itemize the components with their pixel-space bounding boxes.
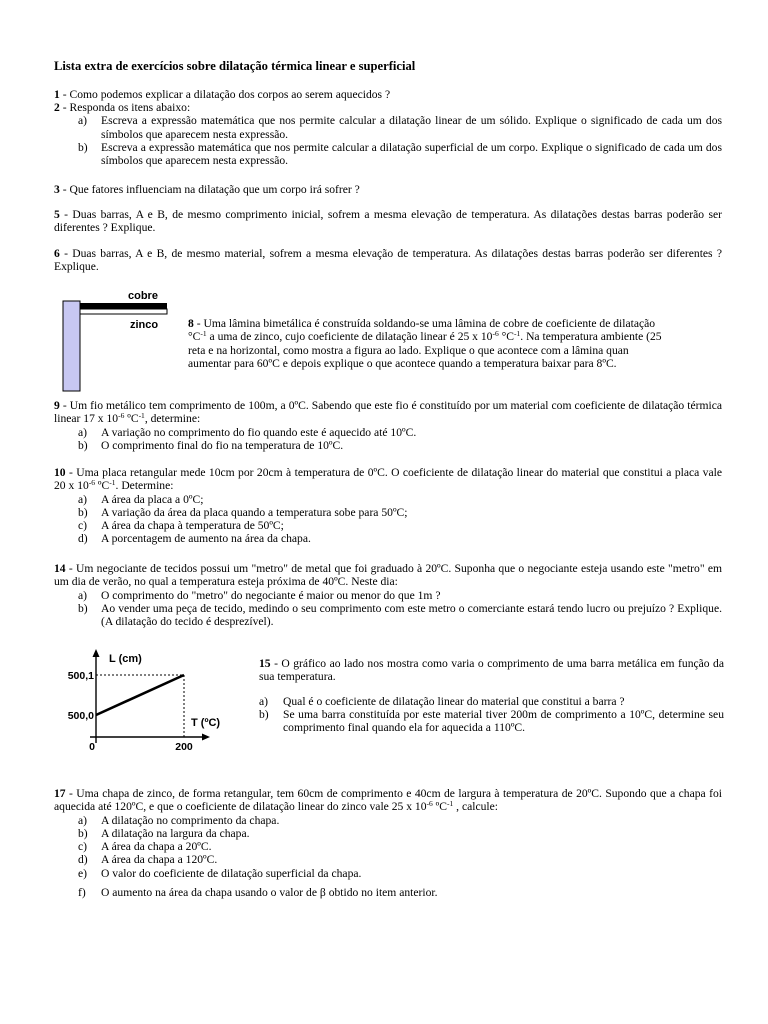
item-letter: b): [259, 708, 269, 722]
series-line: [96, 675, 184, 715]
item-letter: c): [78, 840, 88, 854]
bimetallic-strip-figure: [60, 288, 172, 394]
wall-support: [63, 301, 80, 391]
item-letter: a): [78, 492, 88, 506]
copper-strip: [80, 303, 167, 309]
question-number: 14: [54, 562, 66, 575]
y-tick-label: 500,1: [67, 670, 94, 682]
list-item: [54, 814, 722, 827]
question-text: - Uma chapa de zinco, de forma retangular, tem 60cm de comprimento e 40cm de largura à temperatura de 20ºC. Supondo que a chapa foi aquecida até 120ºC, e que o coeficiente de dilatação linear do zinco vale 25 x 10: [54, 787, 722, 814]
list-item: [259, 708, 724, 735]
question-3: [54, 183, 722, 196]
item-text: A área da placa a 0ºC;: [101, 492, 204, 506]
superscript: -6: [426, 799, 433, 809]
list-item: [54, 886, 722, 899]
x-tick-label: 0: [89, 741, 95, 753]
list-item: [54, 589, 722, 602]
question-8: [188, 317, 718, 370]
question-text: °C: [188, 330, 201, 344]
question-number: 9: [54, 399, 60, 412]
list-item: [54, 493, 722, 506]
item-text: A variação no comprimento do fio quando este é aquecido até 10ºC.: [101, 425, 417, 439]
question-number: 2: [54, 101, 60, 114]
question-14: [54, 562, 722, 628]
item-text: A área da chapa a 20ºC.: [101, 840, 212, 854]
question-text: ºC: [95, 479, 110, 493]
item-text: A dilatação na largura da chapa.: [101, 826, 250, 840]
item-letter: c): [78, 519, 88, 533]
question-10: [54, 466, 722, 546]
item-letter: d): [78, 853, 88, 867]
question-text: reta e na horizontal, como mostra a figura ao lado. Explique o que acontece com a lâmina quan: [188, 343, 629, 357]
zinco-label: zinco: [130, 319, 159, 331]
item-text: O aumento na área da chapa usando o valor de β obtido no item anterior.: [101, 886, 438, 900]
question-text: . Na temperatura ambiente (25: [520, 330, 662, 344]
question-text: . Determine:: [115, 479, 174, 493]
item-text: A variação da área da placa quando a temperatura sobe para 50ºC;: [101, 505, 408, 519]
item-letter: b): [78, 505, 88, 519]
question-number: 15: [259, 656, 271, 670]
dashed-guides: [96, 675, 184, 737]
list-item: [54, 141, 722, 168]
superscript: -6: [118, 411, 125, 421]
length-temperature-chart: [60, 645, 220, 755]
item-letter: d): [78, 532, 88, 546]
question-text: , calcule:: [453, 800, 498, 814]
y-axis-label: L (cm): [109, 653, 142, 665]
item-letter: e): [78, 866, 88, 880]
question-text: ºC: [124, 412, 139, 426]
superscript: -6: [88, 478, 96, 488]
item-letter: f): [78, 886, 86, 900]
list-item: [54, 840, 722, 853]
question-text: aumentar para 60ºC e depois explique o que acontece quando a temperatura baixar para 8ºC.: [188, 356, 617, 370]
question-text: , determine:: [144, 412, 201, 426]
question-number: 3: [54, 183, 60, 196]
item-text: Escreva a expressão matemática que nos permite calcular a dilatação linear de um sólido. Explique o significado de cada um dos símbolos que aparecem nesta expressão.: [101, 114, 722, 141]
zinc-strip: [80, 309, 167, 314]
question-text: - Uma placa retangular mede 10cm por 20cm à temperatura de 0ºC. O coeficiente de dilatação linear do material que constitui a placa vale 20 x 10: [54, 466, 722, 493]
list-item: [54, 853, 722, 866]
list-item: [54, 439, 722, 452]
tick-labels: [68, 670, 193, 753]
question-text: - Duas barras, A e B, de mesmo comprimento inicial, sofrem a mesma elevação de temperatura. As dilatações destas barras poderão ser diferentes ? Explique.: [54, 208, 722, 235]
list-item: [54, 602, 722, 629]
question-text: °C: [498, 330, 515, 344]
question-text: - Um fio metálico tem comprimento de 100m, a 0ºC. Sabendo que este fio é constituído por um material com coeficiente de dilatação térmica linear 17 x 10: [54, 399, 722, 426]
item-text: A área da chapa a 120ºC.: [101, 853, 218, 867]
item-text: Qual é o coeficiente de dilatação linear do material que constitui a barra ?: [283, 694, 625, 708]
question-text: - Responda os itens abaixo:: [59, 101, 191, 114]
item-letter: b): [78, 601, 88, 615]
item-letter: a): [78, 425, 88, 439]
cobre-label: cobre: [128, 290, 158, 302]
item-text: A dilatação no comprimento da chapa.: [101, 813, 280, 827]
question-text: - Um negociante de tecidos possui um "metro" de metal que foi graduado à 20ºC. Suponha que o negociante esteja usando este "metro" em um dia de verão, no qual a temperatura esteja próxima de 40ºC. Neste dia:: [54, 562, 722, 589]
x-axis-label: T (ºC): [191, 717, 220, 729]
item-letter: a): [78, 588, 88, 602]
question-5: [54, 208, 722, 235]
y-axis-arrow: [93, 649, 100, 657]
series-line-group: [96, 675, 184, 715]
question-15: [259, 645, 724, 735]
item-letter: b): [78, 140, 88, 154]
question-2: [54, 101, 722, 167]
x-tick-label: 200: [175, 741, 193, 753]
question-1: [54, 88, 722, 101]
item-text: Se uma barra constituída por este material tiver 200m de comprimento a 10ºC, determine seu comprimento final quando ela for aquecida a 110ºC.: [283, 708, 724, 735]
superscript: -1: [109, 478, 116, 488]
item-letter: b): [78, 438, 88, 452]
question-9: [54, 399, 722, 452]
item-text: A porcentagem de aumento na área da chapa.: [101, 532, 311, 546]
question-number: 1: [54, 88, 60, 101]
list-item: [54, 114, 722, 141]
y-tick-label: 500,0: [67, 710, 94, 722]
question-text: - Como podemos explicar a dilatação dos corpos ao serem aquecidos ?: [59, 88, 391, 101]
list-item: [54, 827, 722, 840]
question-text: - Duas barras, A e B, de mesmo material, sofrem a mesma elevação de temperatura. As dilatações destas barras poderão ser diferentes ? Explique.: [54, 247, 722, 274]
list-item: [259, 695, 724, 708]
question-text: - Uma lâmina bimetálica é construída soldando-se uma lâmina de cobre de coeficiente de dilatação: [193, 317, 656, 330]
question-number: 17: [54, 787, 66, 800]
item-text: Ao vender uma peça de tecido, medindo o seu comprimento com este metro o comerciante estará tendo lucro ou prejuízo ? Explique. (A dilatação do tecido é desprezível).: [101, 601, 722, 629]
question-text: - Que fatores influenciam na dilatação que um corpo irá sofrer ?: [59, 183, 360, 196]
list-item: [54, 532, 722, 545]
superscript: -6: [492, 329, 499, 339]
item-text: O valor do coeficiente de dilatação superficial da chapa.: [101, 866, 362, 880]
question-6: [54, 247, 722, 274]
x-axis-arrow: [202, 734, 210, 741]
question-17: [54, 787, 722, 899]
question-text: ºC: [432, 800, 447, 814]
item-letter: a): [78, 813, 88, 827]
question-number: 8: [188, 317, 194, 330]
list-item: [54, 867, 722, 880]
item-text: O comprimento do "metro" do negociante é maior ou menor do que 1m ?: [101, 588, 441, 602]
question-text: a uma de zinco, cujo coeficiente de dilatação linear é 25 x 10: [206, 330, 493, 344]
superscript: -1: [447, 799, 454, 809]
list-item: [54, 506, 722, 519]
item-text: Escreva a expressão matemática que nos permite calcular a dilatação superficial de um corpo. Explique o significado de cada um dos símbolos que aparecem nesta expressão.: [101, 140, 722, 168]
superscript: -1: [514, 329, 521, 339]
superscript: -1: [200, 329, 207, 339]
item-letter: b): [78, 826, 88, 840]
superscript: -1: [138, 411, 145, 421]
question-text: - O gráfico ao lado nos mostra como varia o comprimento de uma barra metálica em função da sua temperatura.: [259, 656, 724, 683]
question-number: 6: [54, 247, 60, 260]
item-text: O comprimento final do fio na temperatura de 10ºC.: [101, 438, 344, 452]
item-text: A área da chapa à temperatura de 50ºC;: [101, 519, 284, 533]
item-letter: a): [78, 114, 88, 128]
list-item: [54, 519, 722, 532]
page-title: Lista extra de exercícios sobre dilatação térmica linear e superficial: [54, 59, 416, 73]
question-number: 10: [54, 466, 66, 479]
list-item: [54, 426, 722, 439]
question-number: 5: [54, 208, 60, 221]
item-letter: a): [259, 694, 269, 708]
